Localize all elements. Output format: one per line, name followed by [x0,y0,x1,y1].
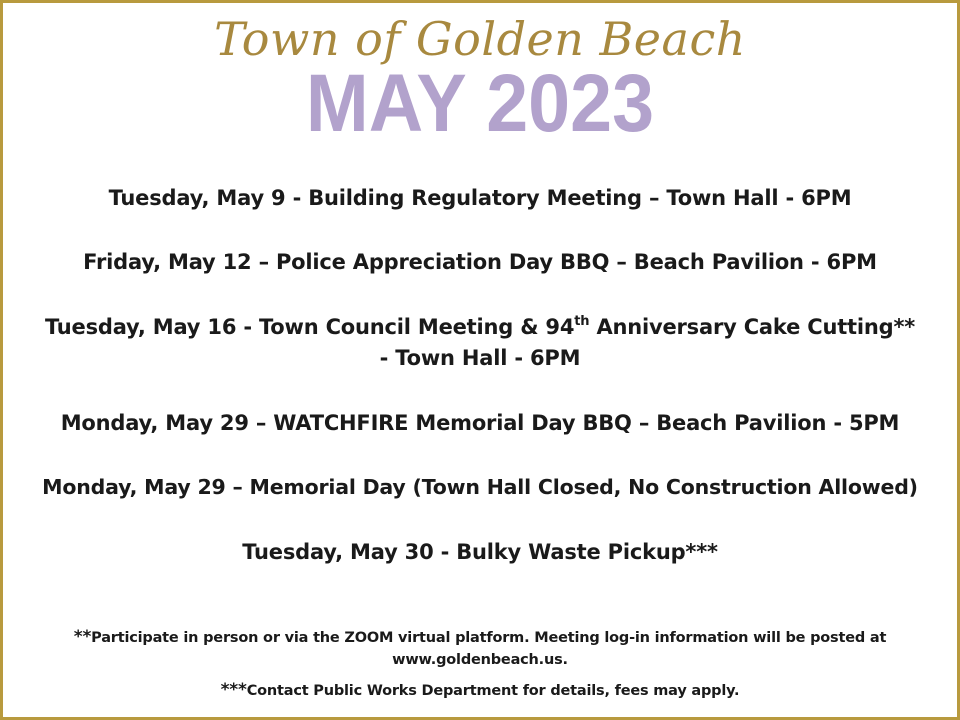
event-item: Tuesday, May 30 - Bulky Waste Pickup*** [242,540,718,564]
footnotes [3,626,957,702]
event-line-continued: - Town Hall - 6PM [379,346,581,370]
footnote-zoom [3,626,957,649]
event-line [3,312,957,343]
footnote-public-works [3,679,957,702]
footnote-text: Participate in person or via the ZOOM virtual platform. Meeting log-in information will be posted at [91,630,887,646]
event-item: Monday, May 29 – WATCHFIRE Memorial Day BBQ – Beach Pavilion - 5PM [60,411,900,435]
event-item: Friday, May 12 – Police Appreciation Day BBQ – Beach Pavilion - 6PM [83,250,877,274]
event-item [3,312,957,374]
footnote-text: Contact Public Works Department for details, fees may apply. [246,683,740,699]
event-text: Tuesday, May 16 - Town Council Meeting & 94 [44,315,575,339]
event-text: Anniversary Cake Cutting** [589,315,916,339]
event-item: Monday, May 29 – Memorial Day (Town Hall Closed, No Construction Allowed) [42,475,918,499]
town-name-title: Town of Golden Beach [214,12,746,66]
event-item: Tuesday, May 9 - Building Regulatory Meeting – Town Hall - 6PM [108,186,852,210]
website-text: www.goldenbeach.us. [392,652,568,668]
footnote-marker: ** [73,627,92,647]
footnote-marker: *** [220,680,247,700]
ordinal-suffix: th [574,314,590,329]
month-year-title: MAY 2023 [305,58,655,149]
